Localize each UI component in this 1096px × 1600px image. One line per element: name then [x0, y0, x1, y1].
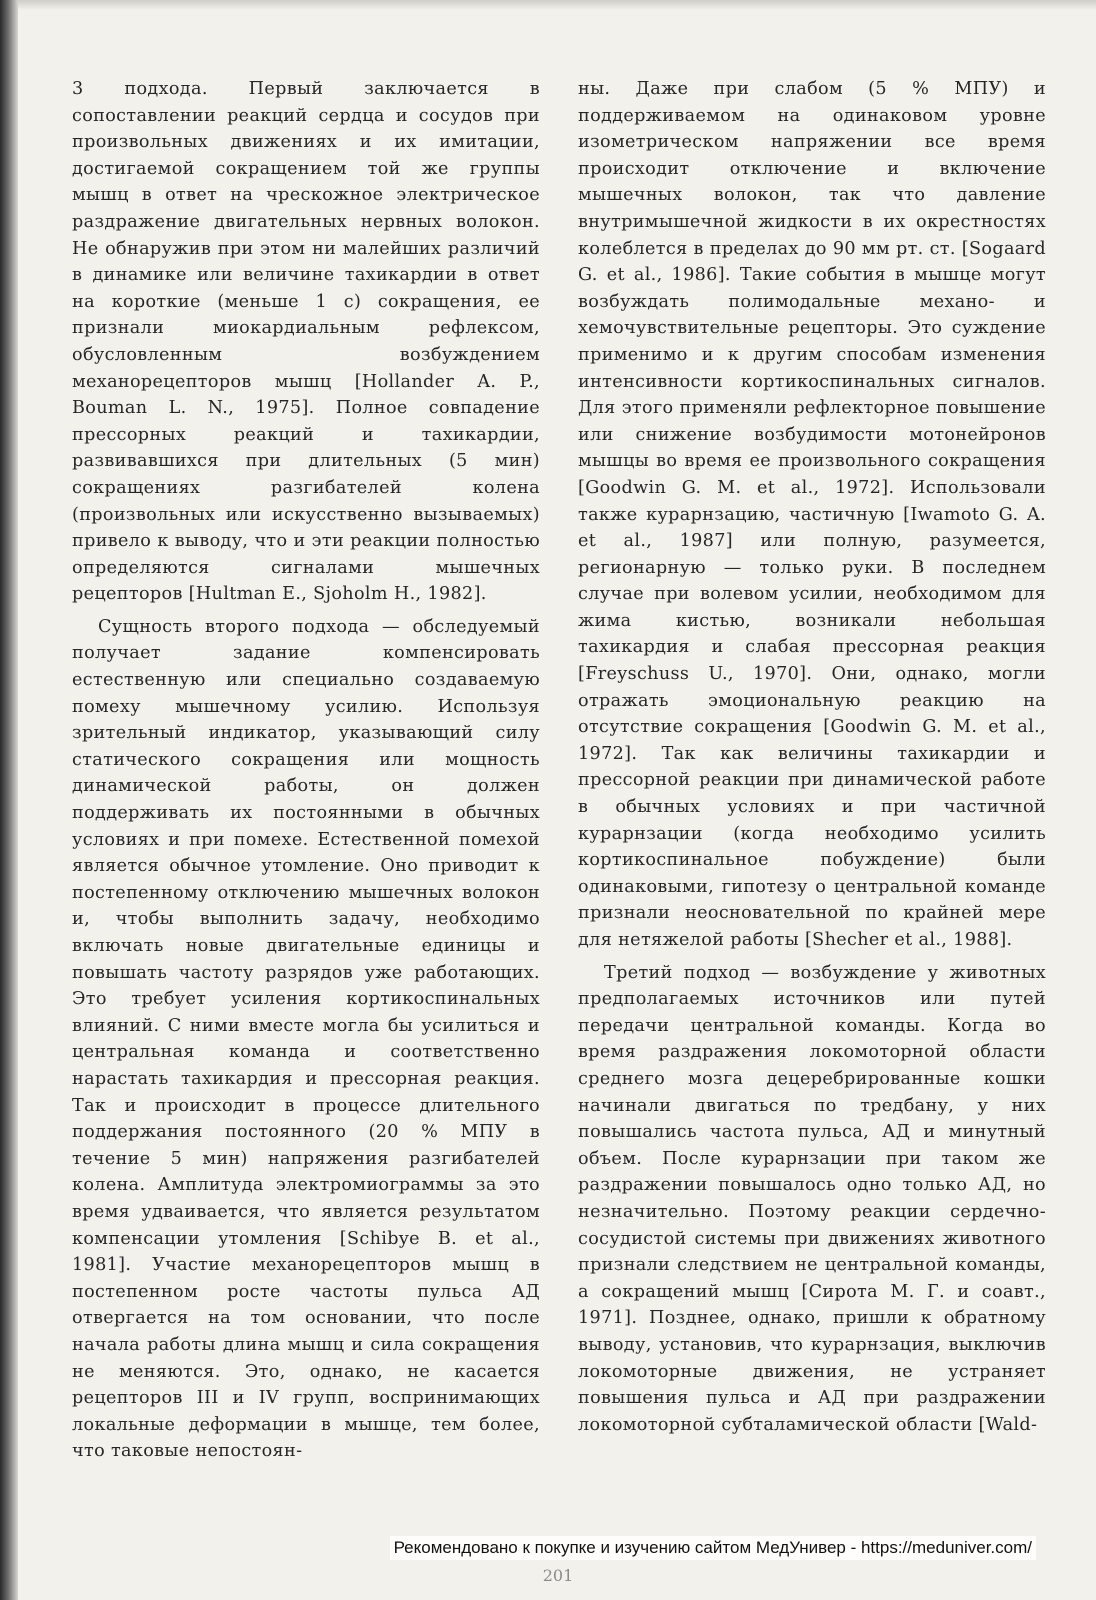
page-number: 201 — [542, 1566, 574, 1585]
watermark-link[interactable]: Рекомендовано к покупке и изучению сайтом МедУнивер - https://meduniver.com/ — [390, 1536, 1036, 1560]
paragraph: Сущность второго подхода — обследуемый получает задание компенсировать естественную или специально создаваемую помеху мышечному усилию. Используя зрительный индикатор, указывающий силу статического сокращения или мощность динамической работы, он должен поддерживать их постоянными в обычных условиях и при помехе. Естественной помехой является обычное утомление. Оно приводит к постепенному отключению мышечных волокон и, чтобы выполнить задачу, необходимо включать новые двигательные единицы и повышать частоту разрядов уже работающих. Это требует усиления кортикоспинальных влияний. С ними вместе могла бы усилиться и центральная команда и соответственно нарастать тахикардия и прессорная реакция. Так и происходит в процессе длительного поддержания постоянного (20 % МПУ в течение 5 мин) напряжения разгибателей колена. Амплитуда электромиограммы за это время удваивается, что является результатом компенсации утомления [Schibye B. et al., 1981]. Участие механорецепторов мышц в постепенном росте частоты пульса АД отвергается на том основании, что после начала работы длина мышц и сила сокращения не меняются. Это, однако, не касается рецепторов III и IV групп, воспринимающих локальные деформации в мышце, тем более, что таковые непостоян- — [72, 616, 540, 1462]
page-top-edge — [0, 0, 1096, 10]
left-column — [72, 76, 540, 1465]
paragraph: ны. Даже при слабом (5 % МПУ) и поддерживаемом на одинаковом уровне изометрическом напряжении все время происходит отключение и включение мышечных волокон, так что давление внутримышечной жидкости в их окрестностях колеблется в пределах до 90 мм рт. ст. [Sogaard G. et al., 1986]. Такие события в мышце могут возбуждать полимодальные механо- и хемочувствительные рецепторы. Это суждение применимо и к другим способам изменения интенсивности кортикоспинальных сигналов. Для этого применяли рефлекторное повышение или снижение возбудимости мотонейронов мышцы во время ее произвольного сокращения [Goodwin G. M. et al., 1972]. Использовали также курарнзацию, частичную [Iwamoto G. A. et al., 1987] или полную, разумеется, регионарную — только руки. В последнем случае при волевом усилии, необходимом для жима кистью, возникали небольшая тахикардия и слабая прессорная реакция [Freyschuss U., 1970]. Они, однако, могли отражать эмоциональную реакцию на отсутствие сокращения [Goodwin G. M. et al., 1972]. Так как величины тахикардии и прессорной реакции при динамической работе в обычных условиях и при частичной курарнзации (когда необходимо усилить кортикоспинальное побуждение) были одинаковыми, гипотезу о центральной команде признали неосновательной по крайней мере для нетяжелой работы [Shecher et al., 1988]. — [578, 79, 1046, 950]
right-column — [578, 76, 1046, 1438]
paragraph: Третий подход — возбуждение у животных предполагаемых источников или путей передачи центральной команды. Когда во время раздражения локомоторной области среднего мозга децеребрированные кошки начинали двигаться по тредбану, у них повышались частота пульса, АД и минутный объем. После курарнзации при таком же раздражении повышалось одно только АД, но незначительно. Поэтому реакции сердечно-сосудистой системы при движениях животного признали следствием не центральной команды, а сокращений мышц [Сирота М. Г. и соавт., 1971]. Позднее, однако, пришли к обратному выводу, установив, что курарнзация, выключив локомоторные движения, не устраняет повышения пульса и АД при раздражении локомоторной субталамической области [Wald- — [578, 962, 1046, 1435]
book-spine-shadow — [0, 0, 18, 1600]
paragraph: 3 подхода. Первый заключается в сопоставлении реакций сердца и сосудов при произвольных движениях и их имитации, достигаемой сокращением той же группы мышц в ответ на чрескожное электрическое раздражение двигательных нервных волокон. Не обнаружив при этом ни малейших различий в динамике или величине тахикардии в ответ на короткие (меньше 1 с) сокращения, ее признали миокардиальным рефлексом, обусловленным возбуждением механорецепторов мышц [Hollander A. P., Bouman L. N., 1975]. Полное совпадение прессорных реакций и тахикардии, развивавшихся при длительных (5 мин) сокращениях разгибателей колена (произвольных или искусственно вызываемых) привело к выводу, что и эти реакции полностью определяются сигналами мышечных рецепторов [Hultman E., Sjoholm H., 1982]. — [72, 79, 540, 605]
